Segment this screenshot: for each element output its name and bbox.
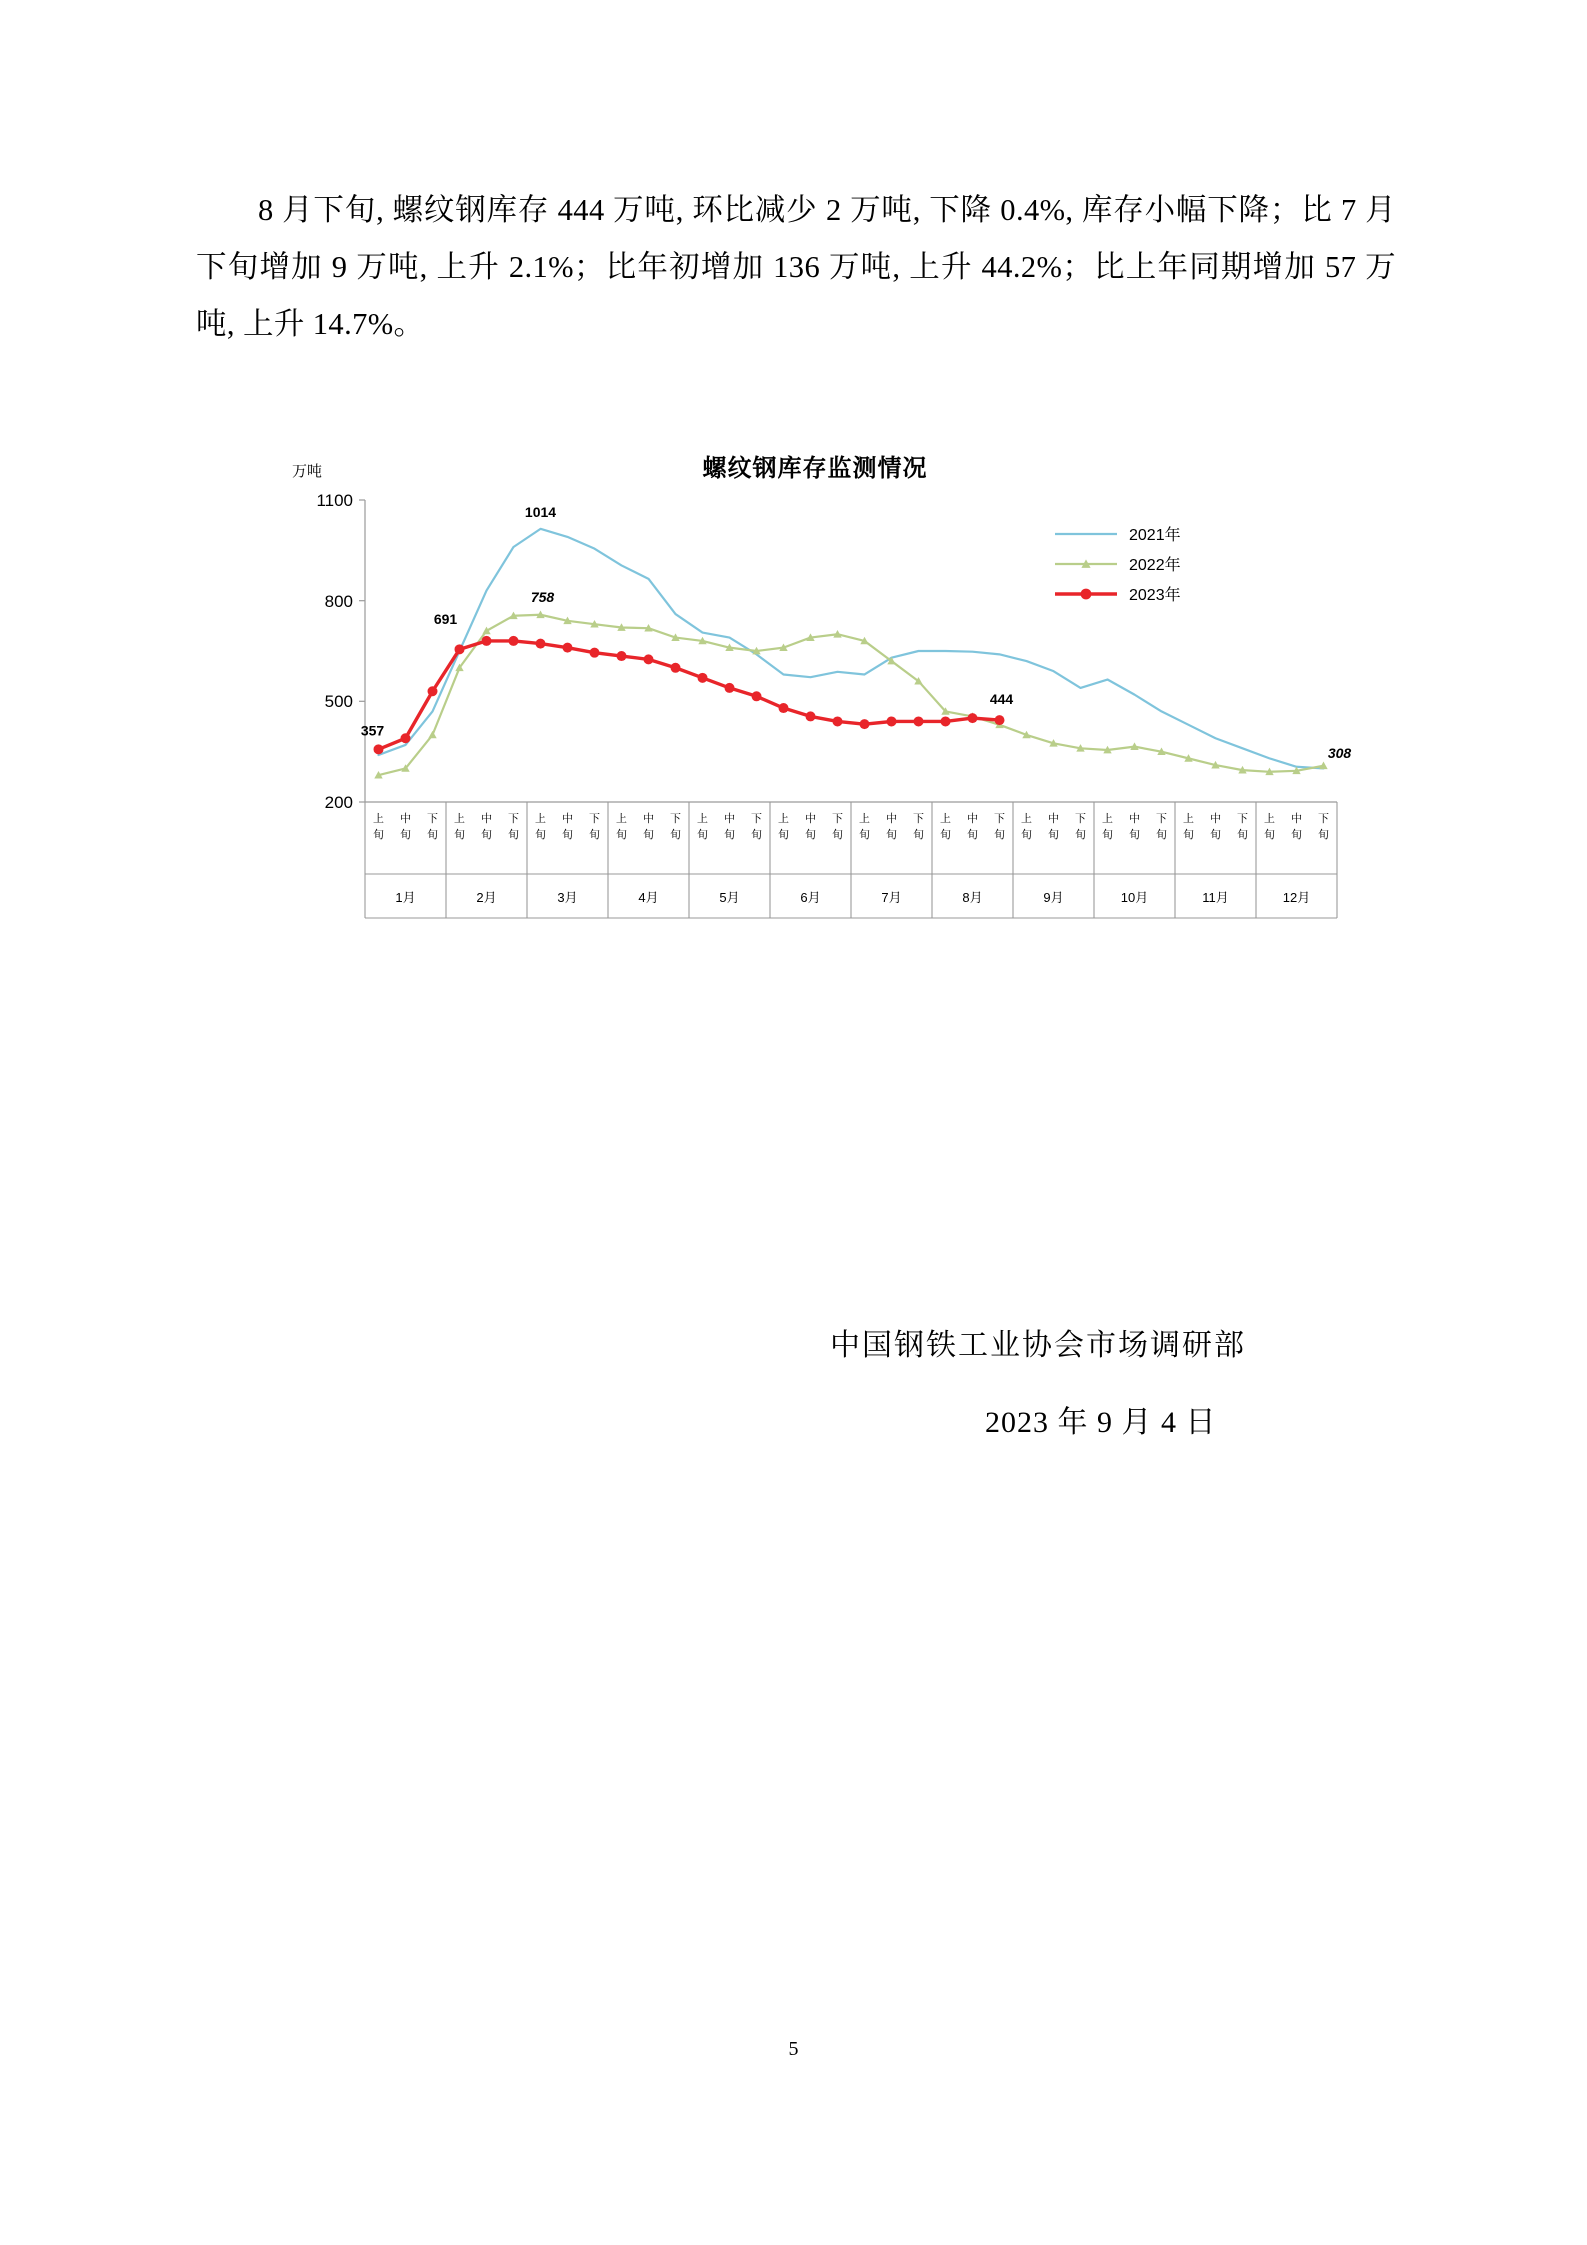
x-decade-label: 上 xyxy=(454,813,465,825)
x-month-label: 7月 xyxy=(881,890,902,905)
x-decade-label: 下 xyxy=(427,813,438,825)
x-decade-label: 下 xyxy=(832,813,843,825)
x-decade-label: 旬 xyxy=(778,829,789,841)
data-label-1014: 1014 xyxy=(524,503,557,520)
series-marker-2023年 xyxy=(968,713,978,723)
x-decade-label: 中 xyxy=(1048,813,1059,825)
legend-label-2021年: 2021年 xyxy=(1129,527,1181,544)
series-marker-2023年 xyxy=(725,683,735,693)
series-marker-2023年 xyxy=(860,719,870,729)
x-decade-label: 旬 xyxy=(454,829,465,841)
x-decade-label: 中 xyxy=(400,813,411,825)
series-marker-2023年 xyxy=(671,663,681,673)
x-month-label: 11月 xyxy=(1202,890,1229,905)
series-marker-2023年 xyxy=(563,643,573,653)
x-decade-label: 旬 xyxy=(1183,829,1194,841)
x-decade-label: 旬 xyxy=(616,829,627,841)
x-decade-label: 上 xyxy=(535,813,546,825)
x-decade-label: 下 xyxy=(994,813,1005,825)
x-decade-label: 中 xyxy=(724,813,735,825)
y-tick-800: 800 xyxy=(324,592,353,611)
x-month-label: 3月 xyxy=(557,890,578,905)
series-marker-2023年 xyxy=(644,654,654,664)
x-decade-label: 旬 xyxy=(1102,829,1113,841)
x-month-label: 4月 xyxy=(638,890,659,905)
series-marker-2023年 xyxy=(752,691,762,701)
x-decade-label: 上 xyxy=(1183,813,1194,825)
x-decade-label: 旬 xyxy=(1237,829,1248,841)
series-marker-2023年 xyxy=(941,716,951,726)
y-tick-200: 200 xyxy=(324,793,353,812)
x-decade-label: 旬 xyxy=(1210,829,1221,841)
series-marker-2023年 xyxy=(455,644,465,654)
x-decade-label: 旬 xyxy=(373,829,384,841)
data-label-444: 444 xyxy=(989,691,1014,708)
series-marker-2023年 xyxy=(806,711,816,721)
y-tick-500: 500 xyxy=(324,692,353,711)
x-decade-label: 下 xyxy=(1237,813,1248,825)
series-marker-2023年 xyxy=(995,715,1005,725)
x-decade-label: 旬 xyxy=(859,829,870,841)
chart-legend xyxy=(1055,525,1181,604)
series-line-2023年 xyxy=(379,641,1000,749)
x-month-label: 10月 xyxy=(1120,890,1149,905)
signature-organization: 中国钢铁工业协会市场调研部 xyxy=(830,1329,1246,1362)
x-decade-label: 下 xyxy=(670,813,681,825)
x-decade-label: 旬 xyxy=(805,829,816,841)
x-decade-label: 旬 xyxy=(832,829,843,841)
series-marker-2022年 xyxy=(428,731,436,739)
data-label-308: 308 xyxy=(1327,744,1352,761)
x-month-label: 5月 xyxy=(719,890,740,905)
chart-series-layer xyxy=(374,529,1328,779)
legend-marker-2023年 xyxy=(1081,589,1092,600)
x-decade-label: 旬 xyxy=(1291,829,1302,841)
x-decade-label: 下 xyxy=(1075,813,1086,825)
x-decade-label: 下 xyxy=(1318,813,1329,825)
x-decade-label: 旬 xyxy=(940,829,951,841)
x-axis-month-labels xyxy=(395,890,1310,905)
chart-unit-label: 万吨 xyxy=(292,463,323,480)
series-line-2021年 xyxy=(379,529,1324,769)
x-decade-label: 旬 xyxy=(427,829,438,841)
page-number: 5 xyxy=(788,2038,799,2060)
x-decade-label: 中 xyxy=(562,813,573,825)
x-decade-label: 中 xyxy=(886,813,897,825)
series-marker-2023年 xyxy=(779,703,789,713)
series-marker-2023年 xyxy=(374,744,384,754)
line-chart-svg xyxy=(255,482,1365,952)
x-decade-label: 旬 xyxy=(967,829,978,841)
x-month-label: 1月 xyxy=(395,890,416,905)
x-month-label: 8月 xyxy=(962,890,983,905)
x-decade-label: 下 xyxy=(751,813,762,825)
legend-label-2023年: 2023年 xyxy=(1129,587,1181,604)
x-month-label: 9月 xyxy=(1043,890,1064,905)
y-tick-1100: 1100 xyxy=(316,491,353,510)
series-marker-2023年 xyxy=(887,716,897,726)
x-decade-label: 旬 xyxy=(508,829,519,841)
x-decade-label: 旬 xyxy=(400,829,411,841)
x-decade-label: 上 xyxy=(940,813,951,825)
y-axis-ticks xyxy=(316,491,365,812)
x-decade-label: 上 xyxy=(1264,813,1275,825)
x-decade-label: 旬 xyxy=(697,829,708,841)
body-paragraph xyxy=(196,182,1396,353)
series-marker-2023年 xyxy=(428,686,438,696)
chart-plot-area xyxy=(255,482,1365,952)
series-marker-2023年 xyxy=(914,716,924,726)
x-decade-label: 旬 xyxy=(1048,829,1059,841)
x-decade-label: 中 xyxy=(1210,813,1221,825)
x-decade-label: 旬 xyxy=(589,829,600,841)
series-marker-2023年 xyxy=(698,673,708,683)
series-marker-2023年 xyxy=(590,648,600,658)
series-line-2022年 xyxy=(379,615,1324,775)
x-decade-label: 旬 xyxy=(562,829,573,841)
x-month-label: 2月 xyxy=(476,890,497,905)
series-marker-2023年 xyxy=(509,636,519,646)
x-decade-label: 旬 xyxy=(1129,829,1140,841)
x-decade-label: 中 xyxy=(481,813,492,825)
x-decade-label: 旬 xyxy=(886,829,897,841)
x-decade-label: 旬 xyxy=(670,829,681,841)
series-marker-2023年 xyxy=(401,733,411,743)
x-decade-label: 上 xyxy=(859,813,870,825)
x-decade-label: 中 xyxy=(1291,813,1302,825)
x-decade-label: 旬 xyxy=(535,829,546,841)
x-month-label: 6月 xyxy=(800,890,821,905)
x-decade-label: 旬 xyxy=(1264,829,1275,841)
series-marker-2023年 xyxy=(617,651,627,661)
data-label-691: 691 xyxy=(433,611,458,628)
data-label-758: 758 xyxy=(530,588,555,605)
x-decade-label: 旬 xyxy=(751,829,762,841)
x-decade-label: 旬 xyxy=(481,829,492,841)
x-decade-label: 上 xyxy=(778,813,789,825)
chart-title: 螺纹钢库存监测情况 xyxy=(702,455,928,482)
x-decade-label: 上 xyxy=(1021,813,1032,825)
x-decade-label: 上 xyxy=(697,813,708,825)
series-marker-2023年 xyxy=(536,639,546,649)
x-decade-label: 旬 xyxy=(1075,829,1086,841)
x-decade-label: 旬 xyxy=(724,829,735,841)
x-decade-label: 旬 xyxy=(1156,829,1167,841)
x-decade-label: 中 xyxy=(967,813,978,825)
series-marker-2023年 xyxy=(833,716,843,726)
x-decade-label: 上 xyxy=(616,813,627,825)
series-marker-2023年 xyxy=(482,636,492,646)
x-decade-label: 中 xyxy=(643,813,654,825)
x-decade-label: 上 xyxy=(373,813,384,825)
x-decade-label: 旬 xyxy=(994,829,1005,841)
x-decade-label: 旬 xyxy=(1318,829,1329,841)
x-decade-label: 旬 xyxy=(1021,829,1032,841)
legend-label-2022年: 2022年 xyxy=(1129,557,1181,574)
data-label-357: 357 xyxy=(360,722,385,739)
paragraph-text: 8 月下旬, 螺纹钢库存 444 万吨, 环比减少 2 万吨, 下降 0.4%, 库存小幅下降；比 7 月下旬增加 9 万吨, 上升 2.1%；比年初增加 136 万吨, 上升 44.2%；比上年同期增加 57 万吨, 上升 14.7%。 xyxy=(196,193,1396,341)
x-decade-label: 中 xyxy=(1129,813,1140,825)
x-decade-label: 下 xyxy=(508,813,519,825)
x-decade-label: 旬 xyxy=(643,829,654,841)
x-decade-label: 上 xyxy=(1102,813,1113,825)
x-decade-label: 下 xyxy=(913,813,924,825)
x-decade-label: 中 xyxy=(805,813,816,825)
x-decade-label: 下 xyxy=(1156,813,1167,825)
x-decade-label: 旬 xyxy=(913,829,924,841)
signature-date: 2023 年 9 月 4 日 xyxy=(985,1406,1217,1439)
x-month-label: 12月 xyxy=(1282,890,1311,905)
chart-container xyxy=(255,448,1365,1048)
x-decade-label: 下 xyxy=(589,813,600,825)
